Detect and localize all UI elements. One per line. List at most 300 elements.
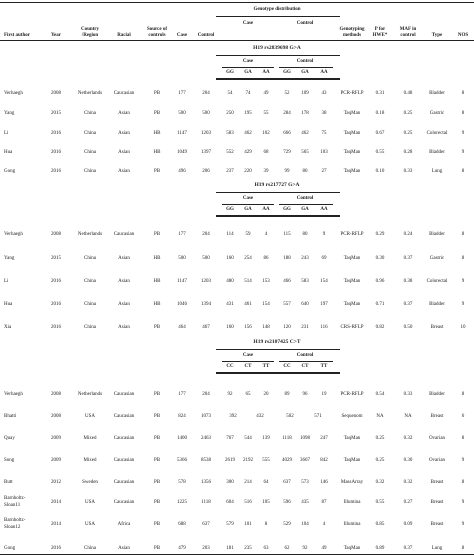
nos-cell: 9 [461,150,465,155]
racial-cell: Africa [117,522,131,527]
country-cell: Sweden [82,480,98,485]
racial-cell: Asian [118,169,130,174]
p-hwe-cell: NA [376,414,384,419]
case-group-header: Case [242,21,254,26]
country-cell: Netherlands [77,232,103,237]
author-cell: Yang [4,111,15,116]
type-cell: Lung [431,169,443,174]
genotype-count-cell: 195 [244,111,252,116]
genotype-count-cell: 284 [283,111,291,116]
p-hwe-header: HWE* [372,33,388,38]
section-case-header: Case [242,59,254,64]
genotype-count-cell: 4029 [282,458,292,463]
section-title-rule [216,55,340,56]
type-cell: Gastric [429,256,445,261]
genotype-count-cell: 571 [314,414,322,419]
author-cell: Yang [4,256,15,261]
nos-cell: 8 [461,480,465,485]
control-count-cell: 8538 [201,458,211,463]
genotype-count-cell: 8 [264,522,268,527]
genotype-count-cell: 96 [302,392,308,397]
case-count-cell: 1225 [177,500,187,505]
genotype-count-cell: 63 [263,546,269,551]
genotype-count-cell: 729 [283,150,291,155]
nos-cell: 8 [461,256,465,261]
genotype-count-cell: 579 [226,522,234,527]
year-cell: 2016 [51,150,61,155]
year-cell: 2016 [51,131,61,136]
type-cell: Bladder [429,302,445,307]
racial-cell: Caucasian [113,414,135,419]
control-count-cell: 467 [202,325,210,330]
control-genotype-label: CC [283,364,291,369]
racial-cell: Caucasian [113,500,135,505]
genotype-count-cell: 80 [302,169,308,174]
case-count-cell: 1147 [177,279,187,284]
method-cell: PCR-RFLP [340,91,364,96]
genotype-count-cell: 87 [321,500,327,505]
p-hwe-cell: 0.29 [375,232,385,237]
p-hwe-header: P for [374,27,386,32]
source-cell: PB [153,325,161,330]
control-genotype-label: GA [301,70,309,75]
control-count-cell: 500 [202,111,210,116]
genotype-count-cell: 160 [226,256,234,261]
year-cell: 2008 [51,91,61,96]
genotype-count-cell: 2619 [225,458,235,463]
year-cell: 2009 [51,436,61,441]
genotype-count-cell: 146 [320,480,328,485]
section-control-header: Control [296,196,314,201]
maf-cell: 0.37 [403,302,413,307]
racial-cell: Asian [118,302,130,307]
type-cell: Colorectal [426,279,448,284]
case-count-cell: 5366 [177,458,187,463]
maf-cell: 0.37 [403,546,413,551]
genotype-count-cell: 552 [226,150,234,155]
genotype-count-cell: 89 [284,392,290,397]
genotype-count-cell: 9 [322,232,326,237]
genotype-count-cell: 55 [263,111,269,116]
source-cell: HB [153,279,161,284]
source-header: controls [148,33,166,38]
method-cell: CRS-RFLP [340,325,364,330]
p-hwe-cell: 0.25 [375,436,385,441]
genotype-count-cell: 120 [283,325,291,330]
maf-header: control [400,33,416,38]
p-hwe-cell: 0.55 [375,500,385,505]
control-count-cell: 2463 [201,436,211,441]
source-cell: PB [153,91,161,96]
control-count-cell: 206 [202,169,210,174]
genotype-count-cell: 1098 [300,436,310,441]
case-genotype-label: AA [262,70,270,75]
control-group-header: Control [296,21,314,26]
nos-cell: 9 [461,302,465,307]
type-cell: Breast [430,325,444,330]
method-cell: TaqMan [343,150,361,155]
control-count-cell: 637 [202,522,210,527]
type-cell: Bladder [429,392,445,397]
maf-cell: 0.32 [403,480,413,485]
country-cell: China [84,111,96,116]
p-hwe-cell: 0.89 [375,546,385,551]
genotype-count-cell: 767 [226,436,234,441]
maf-cell: 0.24 [403,232,413,237]
genotype-count-cell: 4 [322,522,326,527]
control-genotype-label: GG [283,70,291,75]
control-genotype-label: GA [301,207,309,212]
case-genotype-label: GA [244,207,252,212]
control-count-cell: 1203 [201,131,211,136]
author-cell: Li [4,131,9,136]
control-genotype-label: AA [320,207,328,212]
nos-header: NOS [457,33,469,38]
country-header: Country [80,27,100,32]
source-cell: HB [153,302,161,307]
case-count-cell: 177 [178,91,186,96]
genotype-subheader-rule [216,372,340,374]
genotype-count-cell: 514 [244,279,252,284]
source-cell: PB [153,458,161,463]
source-cell: PB [153,232,161,237]
genotype-count-cell: 220 [244,169,252,174]
type-cell: Lung [431,546,443,551]
p-hwe-cell: 0.82 [375,325,385,330]
genotype-count-cell: 573 [301,480,309,485]
genotype-count-cell: 637 [283,480,291,485]
racial-cell: Asian [118,546,130,551]
case-genotype-label: AA [262,207,270,212]
p-hwe-cell: 0.85 [375,522,385,527]
genotype-count-cell: 557 [283,302,291,307]
maf-cell: 0.30 [403,458,413,463]
genotype-count-cell: 116 [320,325,328,330]
p-hwe-cell: 0.67 [375,131,385,136]
racial-header: Racial [117,33,131,38]
case-genotype-label: TT [262,364,270,369]
genotype-count-cell: 254 [244,256,252,261]
nos-cell: 8 [461,436,465,441]
maf-cell: 0.27 [403,500,413,505]
racial-cell: Caucasian [113,480,135,485]
year-cell: 2008 [51,414,61,419]
nos-cell: 8 [461,169,465,174]
maf-cell: 0.50 [403,325,413,330]
case-genotype-rule [222,67,274,68]
source-cell: PB [153,500,161,505]
genotype-count-cell: 2192 [243,458,253,463]
genotype-count-cell: 516 [244,500,252,505]
genotype-count-cell: 49 [263,91,269,96]
nos-cell: 9 [461,500,465,505]
racial-cell: Caucasian [113,458,135,463]
author-cell: Xia [4,325,12,330]
source-cell: PB [153,480,161,485]
source-cell: PB [153,436,161,441]
maf-cell: 0.09 [403,522,413,527]
genotype-count-cell: 640 [301,302,309,307]
source-cell: PB [153,546,161,551]
case-genotype-rule [222,361,274,362]
control-count-cell: 204 [202,232,210,237]
p-hwe-cell: 0.96 [375,279,385,284]
method-cell: MassArray [340,480,364,485]
section-control-header: Control [296,353,314,358]
country-cell: USA [84,522,96,527]
year-cell: 2014 [51,522,61,527]
case-genotype-label: CC [226,364,234,369]
genotype-count-cell: 20 [263,392,269,397]
author-cell: Li [4,279,9,284]
table-bottom-rule [0,554,474,555]
nos-cell: 8 [461,392,465,397]
method-cell: TaqMan [343,279,361,284]
case-header: Case [176,33,188,38]
genotype-count-cell: 435 [301,500,309,505]
source-cell: PB [153,392,161,397]
nos-cell: 6 [461,414,465,419]
genotype-count-cell: 69 [321,256,327,261]
methods-header: Genotyping [339,27,365,32]
genotype-count-cell: 555 [262,458,270,463]
genotype-count-cell: 49 [321,546,327,551]
section-title: H19 rs2839698 G>A [253,45,301,51]
maf-header: MAF in [399,27,417,32]
first-author-header: First author [4,33,30,38]
p-hwe-cell: 0.55 [375,150,385,155]
genotype-count-cell: 80 [302,232,308,237]
genotype-count-cell: 480 [226,279,234,284]
case-genotype-rule [222,204,274,205]
method-cell: Illumina [343,522,361,527]
genotype-count-cell: 154 [262,302,270,307]
source-cell: PB [153,414,161,419]
p-hwe-cell: 0.30 [375,256,385,261]
year-cell: 2016 [51,546,61,551]
type-cell: Bladder [429,232,445,237]
author-cell: Sloan11 [4,503,21,508]
nos-cell: 8 [461,232,465,237]
genotype-count-cell: 237 [226,169,234,174]
racial-cell: Asian [118,256,130,261]
genotype-subheader-rule [216,215,340,217]
genotype-count-cell: 4 [264,232,268,237]
genotype-count-cell: 300 [226,480,234,485]
genotype-count-cell: 74 [245,91,251,96]
maf-cell: 0.25 [403,131,413,136]
method-cell: TaqMan [343,546,361,551]
author-cell: Sloan12 [4,525,21,530]
genotype-count-cell: 1118 [282,436,292,441]
method-cell: Illumina [343,500,361,505]
genotype-count-cell: 39 [263,169,269,174]
country-cell: China [84,131,96,136]
methods-header: methods [342,33,362,38]
genotype-count-cell: 502 [286,414,294,419]
country-cell: China [84,302,96,307]
genotype-header-rule [216,16,340,17]
maf-cell: 0.32 [403,436,413,441]
genotype-count-cell: 102 [262,131,270,136]
racial-cell: Caucasian [113,392,135,397]
author-cell: Butt [4,480,13,485]
genotype-count-cell: 842 [320,458,328,463]
section-case-header: Case [242,196,254,201]
p-hwe-cell: 0.54 [375,392,385,397]
genotype-count-cell: 596 [283,500,291,505]
genotype-count-cell: 52 [284,91,290,96]
year-cell: 2009 [51,458,61,463]
country-cell: China [84,150,96,155]
case-count-cell: 1400 [177,436,187,441]
genotype-count-cell: 160 [226,325,234,330]
p-hwe-cell: 0.10 [375,169,385,174]
control-genotype-label: GG [283,207,291,212]
control-genotype-rule [279,361,333,362]
control-count-cell: 1397 [201,150,211,155]
genotype-count-cell: 109 [301,91,309,96]
control-count-cell: 1073 [201,414,211,419]
genotype-count-cell: 461 [244,302,252,307]
method-cell: TaqMan [343,436,361,441]
case-count-cell: 1046 [177,302,187,307]
country-cell: Netherlands [77,91,103,96]
genotype-count-cell: 243 [301,256,309,261]
genotype-count-cell: 105 [262,500,270,505]
case-count-cell: 1049 [177,150,187,155]
case-count-cell: 177 [178,232,186,237]
author-cell: Barnholtz- [4,518,26,523]
genotype-count-cell: 64 [263,480,269,485]
genotype-count-cell: 154 [320,279,328,284]
case-genotype-label: GA [244,70,252,75]
control-count-cell: 1118 [201,500,211,505]
source-cell: PB [153,169,161,174]
country-cell: Netherlands [77,392,103,397]
country-cell: USA [84,500,96,505]
method-cell: TaqMan [343,111,361,116]
maf-cell: 0.37 [403,256,413,261]
country-header: /Region [81,33,99,38]
country-cell: China [84,169,96,174]
type-cell: Breast [430,414,444,419]
country-cell: Mixed [83,458,97,463]
source-cell: PB [153,111,161,116]
table-top-rule [0,2,474,3]
author-cell: Hua [4,302,13,307]
genotype-count-cell: 392 [229,414,237,419]
maf-cell: 0.28 [403,150,413,155]
genotype-count-cell: 214 [244,480,252,485]
nos-cell: 10 [460,325,466,330]
source-header: Source of [146,27,168,32]
case-count-cell: 824 [178,414,186,419]
control-count-cell: 203 [202,546,210,551]
header-bottom-rule [0,40,474,41]
genotype-count-cell: 529 [283,522,291,527]
racial-cell: Caucasian [113,232,135,237]
author-cell: Song [4,458,15,463]
nos-cell: 9 [461,279,465,284]
case-count-cell: 500 [178,256,186,261]
source-cell: PB [153,522,161,527]
genotype-count-cell: 92 [302,546,308,551]
year-cell: 2015 [51,111,61,116]
racial-cell: Caucasian [113,91,135,96]
type-cell: Breast [430,480,444,485]
genotype-count-cell: 544 [244,436,252,441]
genotype-count-cell: 231 [301,325,309,330]
genotype-count-cell: 104 [301,522,309,527]
year-cell: 2008 [51,392,61,397]
method-cell: PCR-RFLP [340,392,364,397]
genotype-count-cell: 139 [262,436,270,441]
method-cell: TaqMan [343,458,361,463]
year-cell: 2016 [51,169,61,174]
genotype-count-cell: 197 [320,302,328,307]
genotype-count-cell: 583 [226,131,234,136]
case-count-cell: 500 [178,111,186,116]
genotype-count-cell: 101 [244,522,252,527]
genotype-count-cell: 99 [284,169,290,174]
maf-cell: 0.48 [403,91,413,96]
case-count-cell: 688 [178,522,186,527]
type-cell: Bladder [429,91,445,96]
year-cell: 2016 [51,302,61,307]
method-cell: PCR-RFLP [340,232,364,237]
genotype-count-cell: 432 [256,414,264,419]
source-cell: HB [153,256,161,261]
maf-cell: 0.33 [403,169,413,174]
year-cell: 2012 [51,480,61,485]
method-cell: TaqMan [343,131,361,136]
author-cell: Verhaegh [4,91,23,96]
year-cell: 2015 [51,256,61,261]
genotype-count-cell: 235 [244,546,252,551]
genotype-count-cell: 65 [245,392,251,397]
type-cell: Bladder [429,150,445,155]
control-count-cell: 204 [202,392,210,397]
genotype-count-cell: 75 [321,131,327,136]
genotype-count-cell: 59 [245,232,251,237]
method-cell: Sequenom [341,414,363,419]
section-title-rule [216,192,340,193]
type-cell: Ovarian [428,458,446,463]
case-genotype-label: GG [226,207,234,212]
source-cell: HB [153,131,161,136]
nos-cell: 9 [461,131,465,136]
method-cell: TaqMan [343,169,361,174]
racial-cell: Asian [118,111,130,116]
genotype-count-cell: 666 [283,131,291,136]
genotype-count-cell: 115 [283,232,291,237]
author-cell: Verhaegh [4,232,23,237]
country-cell: Mixed [83,436,97,441]
genotype-count-cell: 103 [320,150,328,155]
case-count-cell: 1147 [177,131,187,136]
control-count-cell: 204 [202,91,210,96]
genotype-count-cell: 247 [320,436,328,441]
country-cell: China [84,279,96,284]
genotype-subheader-rule [216,78,340,80]
case-count-cell: 177 [178,392,186,397]
genotype-count-cell: 114 [226,232,234,237]
country-cell: China [84,256,96,261]
maf-cell: 0.25 [403,111,413,116]
section-control-header: Control [296,59,314,64]
year-cell: 2016 [51,279,61,284]
